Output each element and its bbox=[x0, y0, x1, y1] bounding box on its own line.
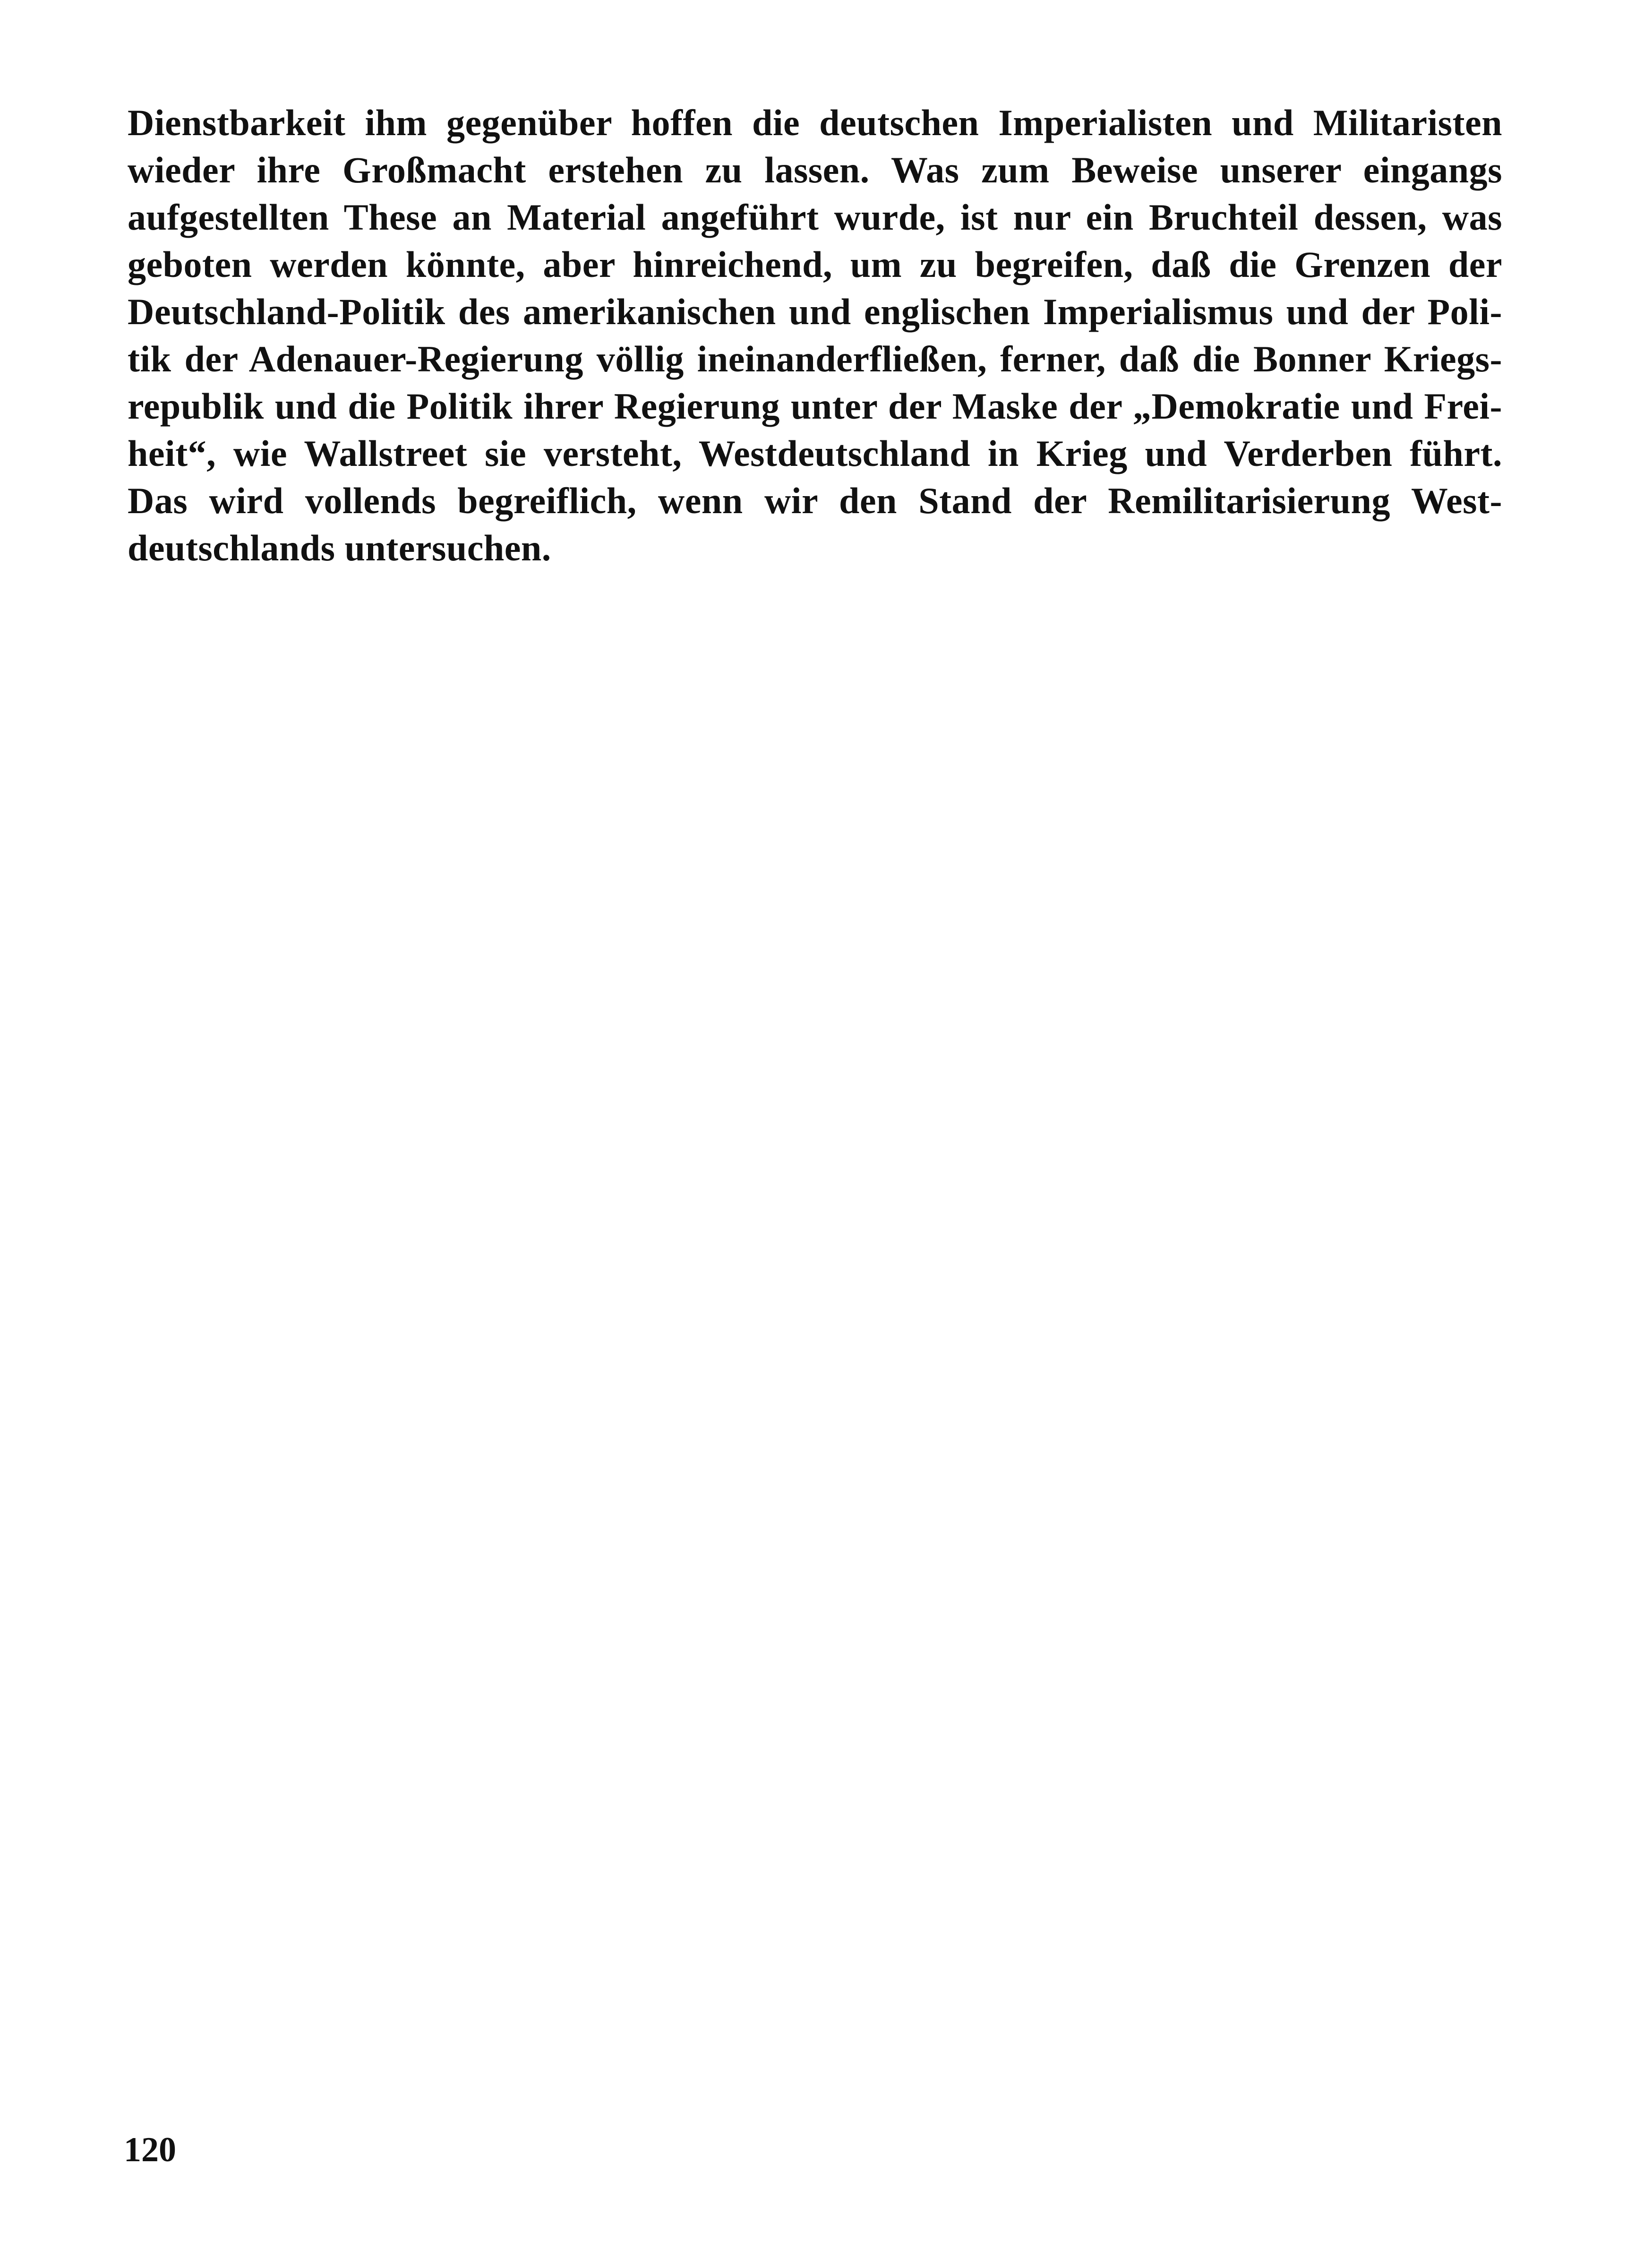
text-line: wieder ihre Großmacht erstehen zu lassen. Was zum Beweise unserer eingangs bbox=[128, 149, 1502, 190]
text-line: Dienstbarkeit ihm gegenüber hoffen die deutschen Imperialisten und Militaristen bbox=[128, 102, 1502, 143]
body-paragraph bbox=[128, 99, 1502, 572]
text-line: aufgestellten These an Material angeführt wurde, ist nur ein Bruchteil dessen, was bbox=[128, 197, 1502, 238]
text-line: Deutschland-Politik des amerikanischen und englischen Imperialismus und der Poli- bbox=[128, 291, 1502, 332]
text-line: tik der Adenauer-Regierung völlig ineinanderfließen, ferner, daß die Bonner Kriegs- bbox=[128, 338, 1502, 379]
text-line-last: deutschlands untersuchen. bbox=[128, 527, 551, 568]
text-line: heit“, wie Wallstreet sie versteht, Westdeutschland in Krieg und Verderben führt. bbox=[128, 433, 1502, 474]
text-line: Das wird vollends begreiflich, wenn wir den Stand der Remilitarisierung West- bbox=[128, 480, 1502, 521]
text-line: geboten werden könnte, aber hinreichend, um zu begreifen, daß die Grenzen der bbox=[128, 244, 1502, 285]
page-number: 120 bbox=[124, 2131, 176, 2169]
text-line: republik und die Politik ihrer Regierung unter der Maske der „Demokratie und Frei- bbox=[128, 386, 1502, 427]
